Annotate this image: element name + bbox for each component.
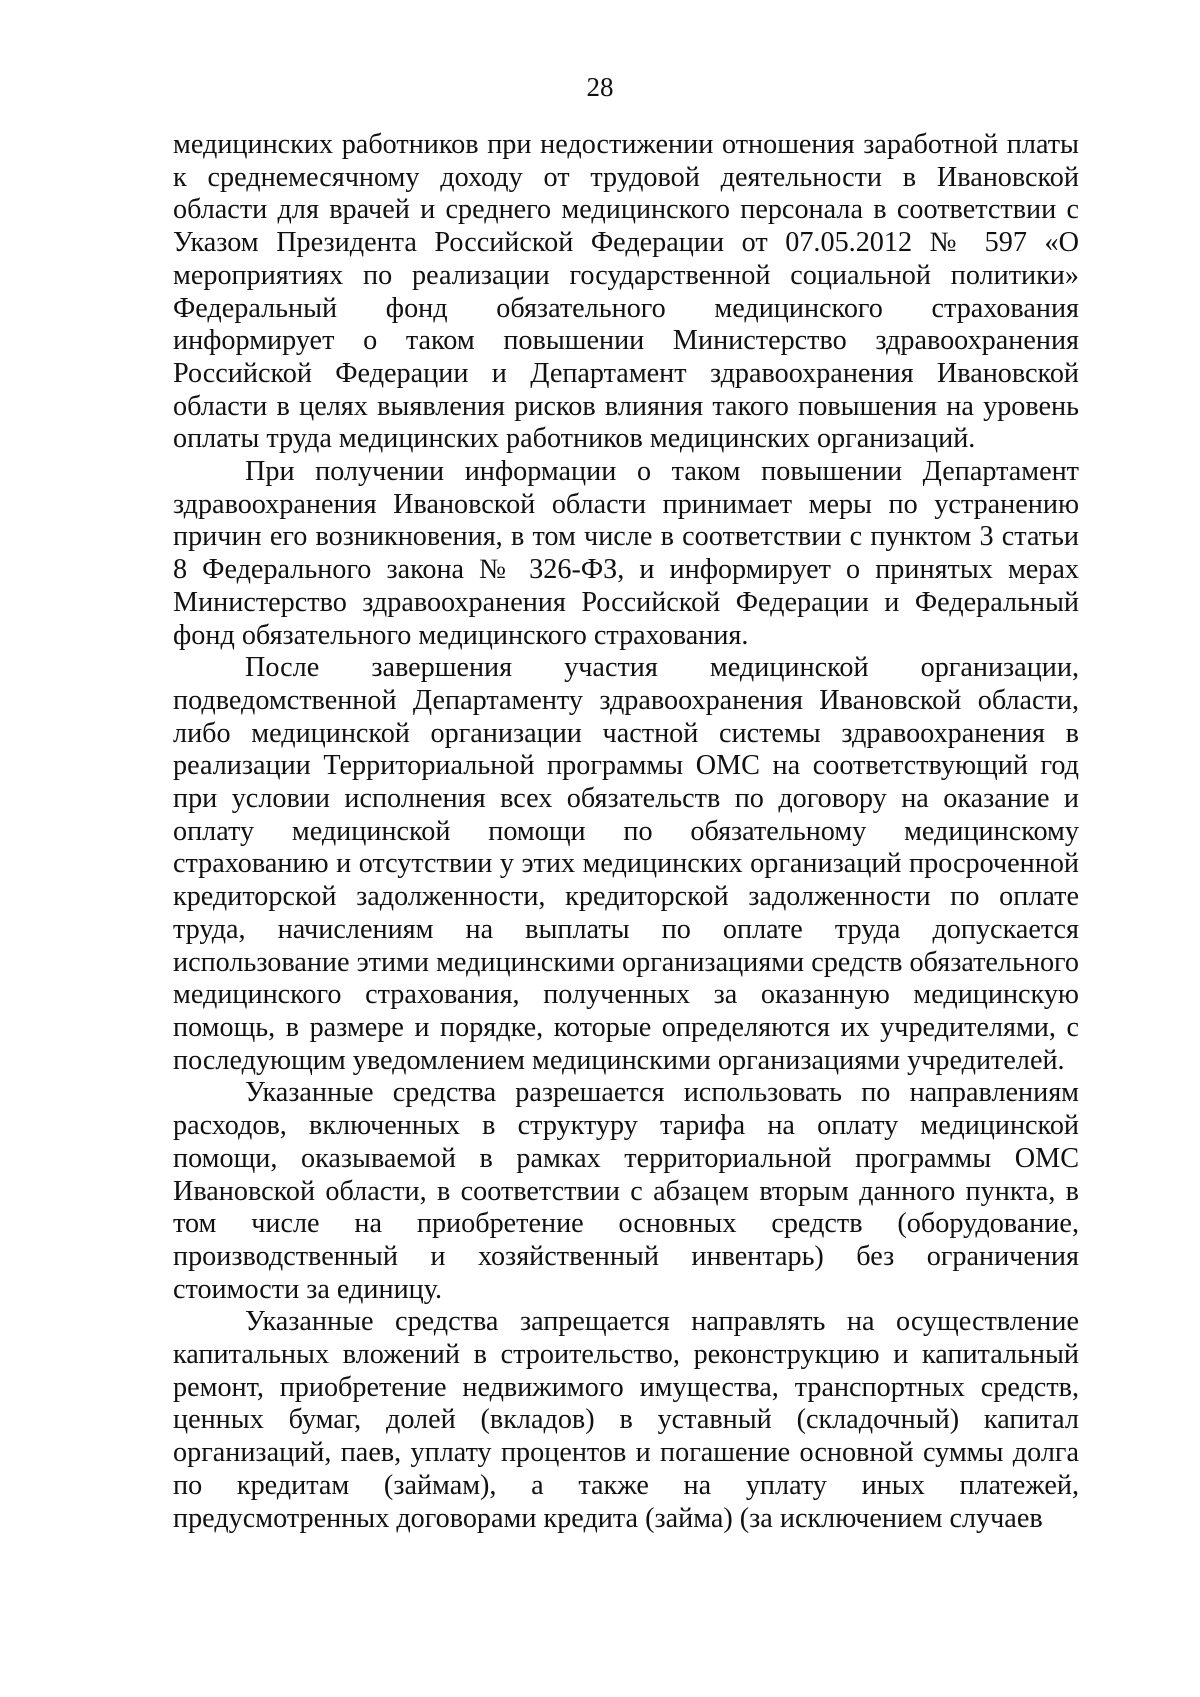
page-number: 28 (586, 72, 614, 102)
paragraph-permitted-use: Указанные средства разрешается использовать по направлениям расходов, включенных в структуру тарифа на оплату медицинской помощи, оказываемой в рамках территориальной программы ОМС Ивановской области, в соответствии с абзацем вторым данного пункта, в том числе на приобретение основных средств (оборудование, производственный и хозяйственный инвентарь) без ограничения стоимости за единицу. (173, 1077, 1079, 1305)
paragraph-information-receipt: При получении информации о таком повышении Департамент здравоохранения Ивановской области принимает меры по устранению причин его возникновения, в том числе в соответствии с пунктом 3 статьи 8 Федерального закона № 326-ФЗ, и информирует о принятых мерах Министерство здравоохранения Российской Федерации и Федеральный фонд обязательного медицинского страхования. (173, 456, 1079, 651)
paragraph-prohibited-use: Указанные средства запрещается направлять на осуществление капитальных вложений в строительство, реконструкцию и капитальный ремонт, приобретение недвижимого имущества, транспортных средств, ценных бумаг, долей (вкладов) в уставный (складочный) капитал организаций, паев, уплату процентов и погашение основной суммы долга по кредитам (займам), а также на уплату иных платежей, предусмотренных договорами кредита (займа) (за исключением случаев (173, 1306, 1079, 1534)
paragraph-continuation: медицинских работников при недостижении отношения заработной платы к среднемесячному доходу от трудовой деятельности в Ивановской области для врачей и среднего медицинского персонала в соответствии с Указом Президента Российской Федерации от 07.05.2012 № 597 «О мероприятиях по реализации государственной социальной политики» Федеральный фонд обязательного медицинского страхования информирует о таком повышении Министерство здравоохранения Российской Федерации и Департамент здравоохранения Ивановской области в целях выявления рисков влияния такого повышения на уровень оплаты труда медицинских работников медицинских организаций. (173, 129, 1079, 455)
document-body (173, 129, 1079, 1535)
paragraph-completion-of-participation: После завершения участия медицинской организации, подведомственной Департаменту здравоохранения Ивановской области, либо медицинской организации частной системы здравоохранения в реализации Территориальной программы ОМС на соответствующий год при условии исполнения всех обязательств по договору на оказание и оплату медицинской помощи по обязательному медицинскому страхованию и отсутствии у этих медицинских организаций просроченной кредиторской задолженности, кредиторской задолженности по оплате труда, начислениям на выплаты по оплате труда допускается использование этими медицинскими организациями средств обязательного медицинского страхования, полученных за оказанную медицинскую помощь, в размере и порядке, которые определяются их учредителями, с последующим уведомлением медицинскими организациями учредителей. (173, 652, 1079, 1076)
